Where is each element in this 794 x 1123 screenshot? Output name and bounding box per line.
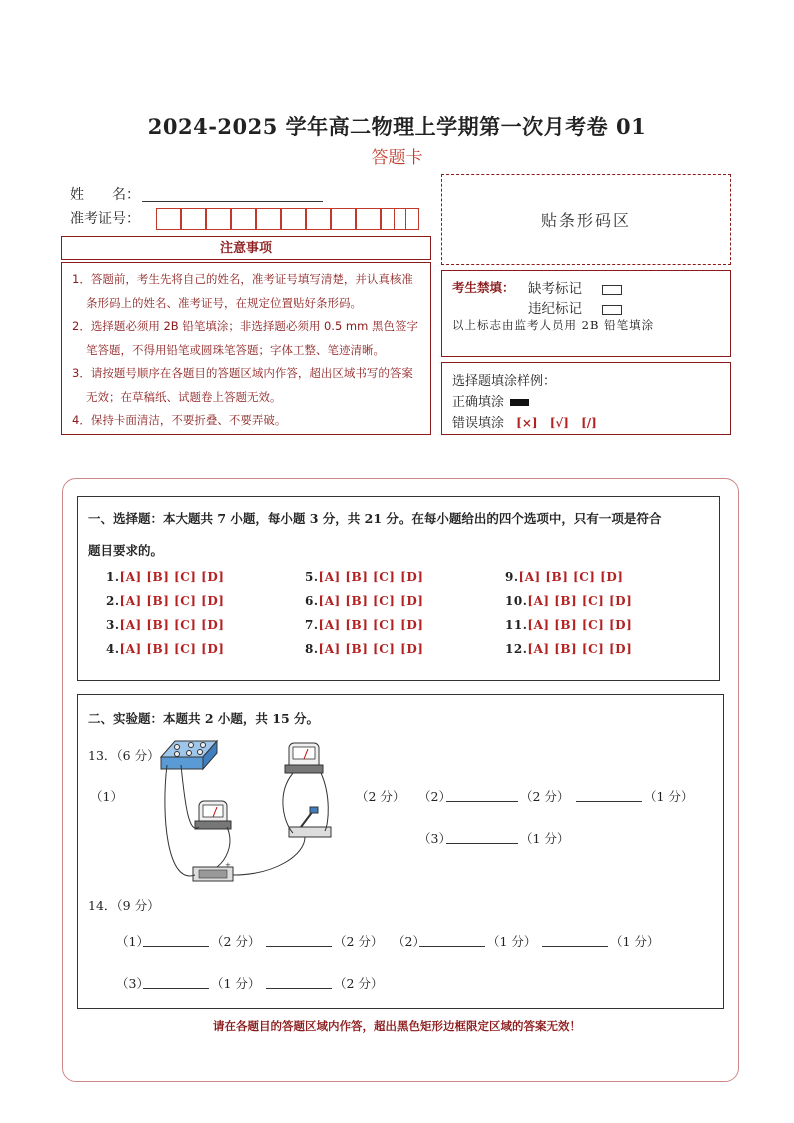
wrong-mark: [×] (516, 416, 538, 430)
q13-part2-blank-b[interactable] (576, 789, 642, 802)
choice-question[interactable]: 2.[A] [B] [C] [D] (106, 594, 225, 608)
violation-label: 违纪标记 (528, 301, 582, 317)
q14-part3-score-a: （1 分） (211, 976, 261, 991)
q14-part1-blank-b[interactable] (266, 934, 332, 947)
choice-question[interactable]: 6.[A] [B] [C] [D] (305, 594, 424, 608)
q14-part2-score-a: （1 分） (487, 934, 537, 949)
q14-part1-score-a: （2 分） (211, 934, 261, 949)
choice-question[interactable]: 10.[A] [B] [C] [D] (505, 594, 633, 608)
section2-heading: 二、实验题：本题共 2 小题，共 15 分。 (88, 711, 320, 726)
q14-part3-blank-a[interactable] (143, 976, 209, 989)
q14-part1-score-b: （2 分） (334, 934, 384, 949)
q13-label: 13．（6 分） (88, 748, 160, 763)
q14-part1-label: （1） (116, 934, 149, 949)
q13-part1-score: （2 分） (356, 789, 406, 804)
forbidden-note: 以上标志由监考人员用 2B 铅笔填涂 (452, 318, 655, 332)
notice-item: 3．请按题号顺序在各题目的答题区域内作答，超出区域书写的答案无效；在草稿纸、试题卷上答题无效。 (72, 366, 413, 404)
section1-intro: 一、选择题：本大题共 7 小题，每小题 3 分，共 21 分。在每小题给出的四个选项中，只有一项是符合 (88, 511, 662, 526)
fill-sample-label: 选择题填涂样例： (452, 374, 557, 389)
q13-part2-score-b: （1 分） (644, 789, 694, 804)
q13-part1-label: （1） (90, 789, 123, 804)
absent-label: 缺考标记 (528, 281, 582, 297)
forbidden-label: 考生禁填： (452, 280, 515, 295)
fill-sample-box (441, 362, 731, 435)
switch-icon (289, 807, 331, 837)
violation-mark[interactable] (602, 305, 622, 315)
choice-question[interactable]: 3.[A] [B] [C] [D] (106, 618, 225, 632)
forbidden-box (441, 270, 731, 357)
q14-part2-blank-b[interactable] (542, 934, 608, 947)
q13-part3-score: （1 分） (520, 831, 570, 846)
barcode-area: 贴条形码区 (441, 174, 731, 265)
battery-box-icon (161, 741, 217, 769)
q13-part3-label: （3） (418, 831, 451, 846)
notice-item: 2．选择题必须用 2B 铅笔填涂；非选择题必须用 0.5 mm 黑色签字笔答题，不得用铅笔或圆珠笔答题；字体工整、笔迹清晰。 (72, 319, 418, 357)
q14-part1-blank-a[interactable] (143, 934, 209, 947)
svg-text:+: + (225, 861, 231, 869)
correct-label: 正确填涂 (452, 395, 505, 410)
choice-question[interactable]: 1.[A] [B] [C] [D] (106, 570, 225, 584)
notice-item: 4．保持卡面清洁，不要折叠、不要弄破。 (72, 413, 287, 427)
correct-mark (510, 399, 529, 406)
absent-mark[interactable] (602, 285, 622, 295)
wrong-mark: [/] (581, 416, 597, 430)
q14-part3-blank-b[interactable] (266, 976, 332, 989)
choice-question[interactable]: 5.[A] [B] [C] [D] (305, 570, 424, 584)
notice-item: 1．答题前，考生先将自己的姓名，准考证号填写清楚，并认真核准条形码上的姓名、准考证号，在规定位置贴好条形码。 (72, 272, 413, 310)
name-label: 姓 名： (70, 187, 140, 203)
q14-label: 14．（9 分） (88, 898, 160, 913)
choice-question[interactable]: 8.[A] [B] [C] [D] (305, 642, 424, 656)
voltmeter-icon (285, 743, 323, 773)
q13-part2-label: （2） (418, 789, 451, 804)
page-subtitle: 答题卡 (371, 148, 423, 168)
q13-part2-blank-a[interactable] (446, 789, 518, 802)
section1-intro-2: 题目要求的。 (88, 543, 164, 558)
q14-part2-score-b: （1 分） (610, 934, 660, 949)
q14-part3-score-b: （2 分） (334, 976, 384, 991)
choice-question[interactable]: 7.[A] [B] [C] [D] (305, 618, 424, 632)
choice-question[interactable]: 4.[A] [B] [C] [D] (106, 642, 225, 656)
name-field[interactable] (142, 183, 323, 202)
notice-heading: 注意事项 (61, 236, 431, 260)
circuit-diagram (155, 735, 345, 890)
rheostat-icon (193, 861, 233, 881)
footer-note: 请在各题目的答题区域内作答，超出黑色矩形边框限定区域的答案无效！ (213, 1019, 581, 1033)
q14-part2-blank-a[interactable] (419, 934, 485, 947)
q13-part3-blank[interactable] (446, 831, 518, 844)
choice-question[interactable]: 12.[A] [B] [C] [D] (505, 642, 633, 656)
q14-part3-label: （3） (116, 976, 149, 991)
notice-box (61, 262, 431, 435)
q13-part2-score-a: （2 分） (520, 789, 570, 804)
q14-part2-label: （2） (392, 934, 425, 949)
page-title: 2024-2025 学年高二物理上学期第一次月考卷 01 (147, 114, 647, 139)
wrong-mark: [√] (549, 416, 569, 430)
choice-question[interactable]: 9.[A] [B] [C] [D] (505, 570, 624, 584)
choice-question[interactable]: 11.[A] [B] [C] [D] (505, 618, 633, 632)
wrong-label: 错误填涂 (452, 416, 505, 431)
ammeter-icon (195, 801, 231, 829)
id-label: 准考证号： (70, 211, 140, 227)
